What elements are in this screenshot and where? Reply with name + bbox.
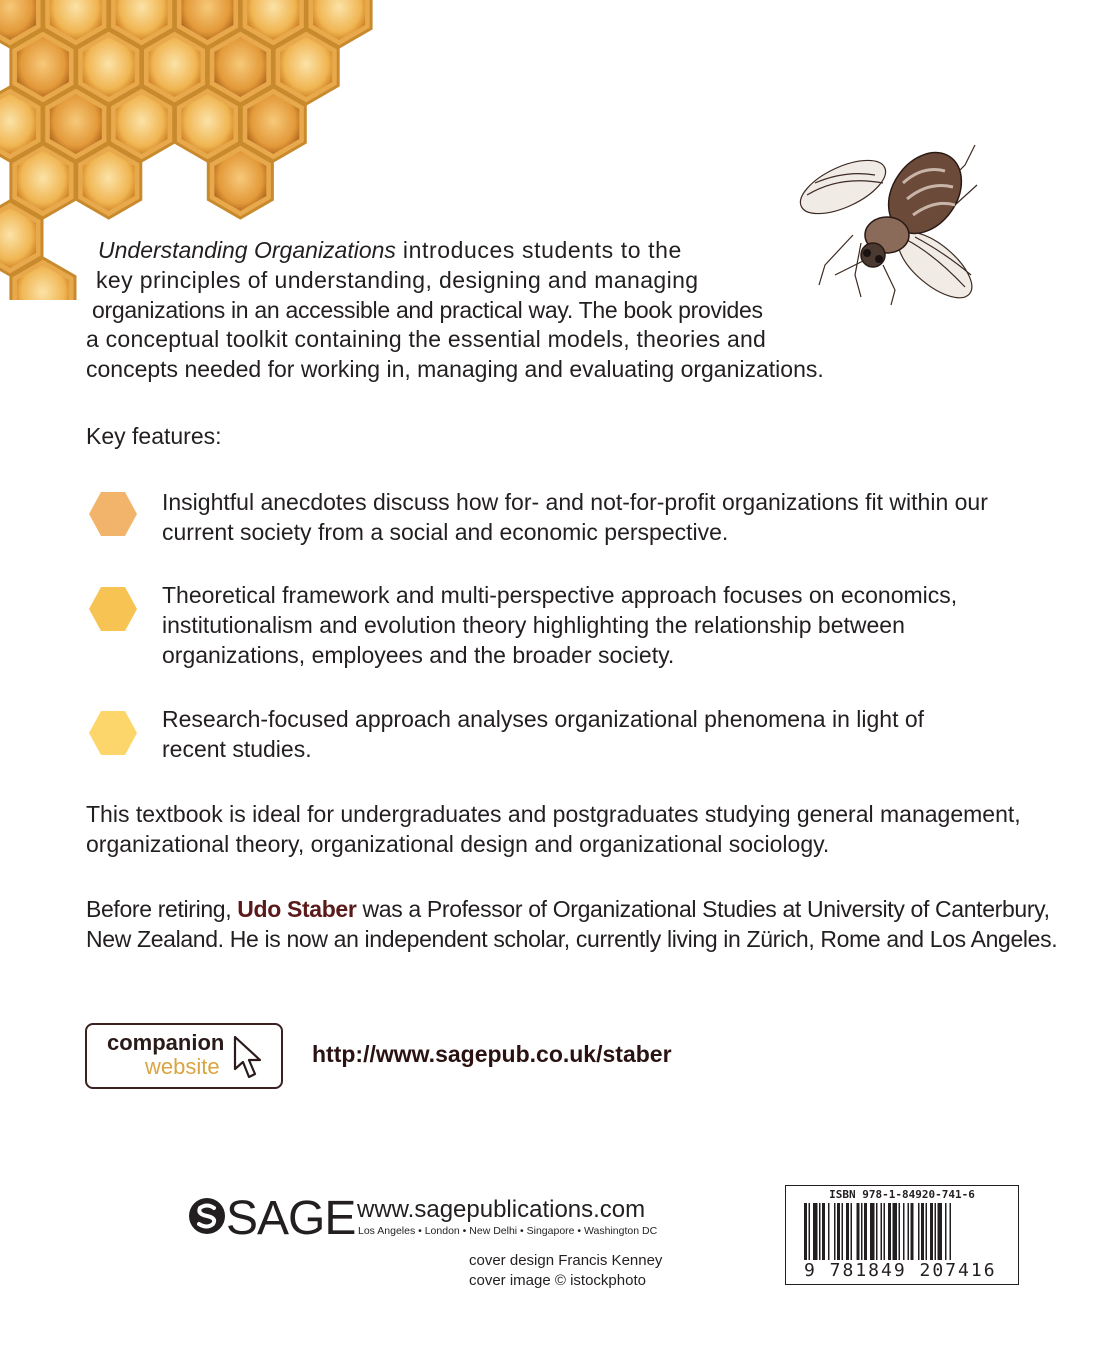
publisher-cities: Los Angeles • London • New Delhi • Singapore • Washington DC <box>358 1225 658 1237</box>
intro-line5: concepts needed for working in, managing and evaluating organizations. <box>86 356 824 383</box>
feature-2-line3: organizations, employees and the broader society. <box>162 642 675 668</box>
hexagon-bullet-icon <box>88 710 138 756</box>
intro-line1: introduces students to the <box>395 237 682 263</box>
cover-design-credit: cover design Francis Kenney <box>469 1252 663 1269</box>
website-word: website <box>145 1054 220 1079</box>
author-name: Udo Staber <box>237 896 357 922</box>
publisher-website[interactable]: www.sagepublications.com <box>357 1196 646 1223</box>
audience-line2: organizational theory, organizational design and organizational sociology. <box>86 831 830 857</box>
author-line1: was a Professor of Organizational Studies at University of Canterbury, <box>356 896 1050 922</box>
sage-logo-icon <box>187 1196 227 1236</box>
cover-image-credit: cover image © istockphoto <box>469 1272 646 1289</box>
companion-website-badge[interactable] <box>85 1023 283 1089</box>
companion-url-link[interactable]: http://www.sagepub.co.uk/staber <box>312 1041 672 1067</box>
audience-line1: This textbook is ideal for undergraduates and postgraduates studying general management, <box>86 801 1021 827</box>
companion-word: companion <box>107 1030 225 1055</box>
cursor-arrow-icon <box>233 1035 263 1081</box>
hexagon-bullet-icon <box>88 491 138 537</box>
feature-1-line1: Insightful anecdotes discuss how for- and not-for-profit organizations fit within our <box>162 489 988 515</box>
feature-2-line1: Theoretical framework and multi-perspective approach focuses on economics, <box>162 582 958 608</box>
intro-paragraph <box>86 236 846 385</box>
intro-line2: key principles of understanding, designing and managing <box>96 266 699 293</box>
cover-credits <box>469 1251 662 1291</box>
author-line2: New Zealand. He is now an independent scholar, currently living in Zürich, Rome and Los Angeles. <box>86 926 1058 952</box>
audience-paragraph <box>86 799 1046 859</box>
feature-2-line2: institutionalism and evolution theory highlighting the relationship between <box>162 612 905 638</box>
intro-line4: a conceptual toolkit containing the essential models, theories and <box>86 326 767 353</box>
intro-line3: organizations in an accessible and practical way. The book provides <box>92 296 763 323</box>
book-title: Understanding Organizations <box>98 237 396 263</box>
isbn-digits: 9 781849 207416 <box>804 1260 997 1281</box>
publisher-name: SAGE <box>226 1192 356 1245</box>
isbn-label: ISBN 978-1-84920-741-6 <box>829 1188 975 1201</box>
feature-1-line2: current society from a social and economic perspective. <box>162 519 729 545</box>
hexagon-bullet-icon <box>88 586 138 632</box>
key-features-heading: Key features: <box>86 423 222 449</box>
feature-3-line2: recent studies. <box>162 736 312 762</box>
author-bio <box>86 894 1066 954</box>
isbn-barcode <box>785 1185 1019 1285</box>
author-prefix: Before retiring, <box>86 896 238 922</box>
feature-3-line1: Research-focused approach analyses organizational phenomena in light of <box>162 706 925 732</box>
